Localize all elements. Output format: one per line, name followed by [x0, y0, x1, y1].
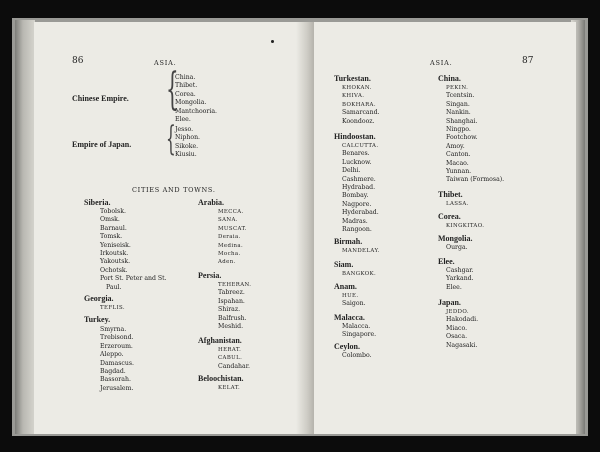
brace: {	[166, 64, 179, 115]
list-item: Footchow.	[446, 134, 478, 142]
list-item: Candahar.	[218, 362, 250, 370]
thibet-title: Thibet.	[438, 190, 463, 199]
malacca-title: Malacca.	[334, 313, 365, 322]
turkestan-list	[342, 84, 380, 126]
japan-empire-list	[175, 126, 200, 160]
list-item: Nagpore.	[342, 200, 372, 208]
list-item: JEDDO.	[446, 309, 469, 315]
anam-list	[342, 292, 366, 309]
japan-empire-title: Empire of Japan.	[72, 140, 132, 149]
japan-title: Japan.	[438, 298, 461, 307]
afghanistan-title: Afghanistan.	[198, 336, 242, 345]
list-item: HUE.	[342, 293, 359, 299]
china-title: China.	[438, 74, 461, 83]
list-item: Meshid.	[218, 323, 244, 331]
list-item: Erzeroum.	[100, 342, 133, 350]
list-item: MUSCAT.	[218, 225, 247, 232]
list-item: Macao.	[446, 159, 469, 167]
list-item: Singapore.	[342, 331, 377, 339]
list-item: Bassorah.	[100, 376, 131, 384]
list-item: Lucknow.	[342, 158, 372, 166]
list-item: MECCA.	[218, 209, 244, 215]
list-item: Thibet.	[175, 82, 198, 90]
left-page	[34, 22, 311, 434]
list-item: Yeniseisk.	[100, 241, 131, 249]
running-head: ASIA.	[430, 59, 453, 67]
list-item: China.	[175, 74, 196, 81]
list-item: Bombay.	[342, 192, 369, 200]
list-item: KINGKITAO.	[446, 223, 485, 229]
list-item: Niphon.	[175, 134, 201, 142]
turkestan-title: Turkestan.	[334, 74, 371, 83]
list-item: Malacca.	[342, 323, 371, 330]
list-item: Balfrush.	[218, 314, 247, 322]
brace: {	[166, 119, 176, 159]
list-item: Jesso.	[175, 126, 194, 133]
list-item: Yunnan.	[446, 168, 472, 176]
list-item: Koondooz.	[342, 117, 375, 125]
list-item: Paul.	[106, 283, 122, 291]
list-item: Elee.	[446, 283, 462, 291]
georgia-list	[100, 304, 125, 312]
anam-title: Anam.	[334, 282, 357, 291]
siberia-title: Siberia.	[84, 198, 111, 207]
chinese-empire-list	[175, 74, 217, 124]
list-item: Yakoutsk.	[100, 258, 131, 266]
list-item: Hakodadi.	[446, 316, 479, 324]
list-item: Ispahan.	[218, 297, 245, 305]
list-item: Amoy.	[446, 142, 465, 150]
mongolia-list	[446, 244, 468, 252]
siam-list	[342, 270, 376, 278]
running-head: ASIA.	[154, 59, 177, 67]
list-item: Nagasaki.	[446, 341, 478, 349]
corea-title: Corea.	[438, 212, 461, 221]
turkey-list	[100, 326, 134, 393]
list-item: Mocha.	[218, 251, 241, 258]
list-item: Tomsk.	[100, 233, 123, 241]
list-item: Corea.	[175, 90, 196, 98]
ceylon-list	[342, 352, 372, 360]
list-item: Osaca.	[446, 333, 468, 341]
list-item: Taiwan (Formosa).	[446, 176, 505, 184]
list-item: Kiusiu.	[175, 151, 197, 159]
birmah-title: Birmah.	[334, 237, 363, 246]
mongolia-title: Mongolia.	[438, 234, 473, 243]
list-item: Saigon.	[342, 300, 366, 308]
list-item: Bagdad.	[100, 368, 126, 376]
list-item: Aden.	[218, 259, 236, 266]
list-item: Cashmere.	[342, 175, 376, 183]
list-item: Aleppo.	[100, 351, 124, 359]
list-item: Tobolsk.	[100, 208, 126, 215]
list-item: Elee.	[175, 116, 191, 124]
list-item: KELAT.	[218, 385, 241, 391]
list-item: Tcentsin.	[446, 92, 475, 100]
list-item: Deraia.	[218, 234, 241, 241]
list-item: TEFLIS.	[100, 305, 125, 311]
page-mark	[271, 40, 274, 43]
list-item: Yarkand.	[446, 275, 474, 283]
list-item: Damascus.	[100, 359, 134, 367]
list-item: TEHERAN.	[218, 282, 252, 288]
thibet-list	[446, 200, 469, 208]
list-item: Barnaul.	[100, 224, 127, 232]
list-item: CALCUTTA.	[342, 143, 379, 149]
list-item: BANGKOK.	[342, 271, 377, 277]
list-item: Canton.	[446, 151, 471, 159]
elee-list	[446, 267, 474, 292]
hindoostan-list	[342, 142, 379, 234]
japan-list	[446, 308, 478, 350]
afghanistan-list	[218, 346, 250, 371]
list-item: Rangoon.	[342, 226, 372, 234]
list-item: Shiraz.	[218, 306, 241, 314]
list-item: Tabreez.	[218, 289, 245, 297]
chinese-empire-title: Chinese Empire.	[72, 94, 129, 103]
left-page-stack-edge	[15, 20, 35, 434]
ceylon-title: Ceylon.	[334, 342, 360, 351]
list-item: Medina.	[218, 242, 244, 249]
elee-title: Elee.	[438, 257, 455, 266]
arabia-title: Arabia.	[198, 198, 224, 207]
right-page	[314, 22, 576, 434]
list-item: SANA.	[218, 217, 238, 224]
list-item: Mongolia.	[175, 99, 207, 107]
persia-list	[218, 281, 251, 331]
open-book	[12, 18, 588, 436]
list-item: Delhi.	[342, 167, 361, 175]
list-item: Omsk.	[100, 216, 120, 224]
list-item: Benares.	[342, 150, 370, 158]
beloochistan-title: Beloochistan.	[198, 374, 244, 383]
list-item: Colombo.	[342, 352, 372, 359]
list-item: Sikoke.	[175, 142, 199, 150]
list-item: Cashgar.	[446, 267, 474, 274]
siam-title: Siam.	[334, 260, 354, 269]
beloochistan-list	[218, 384, 240, 392]
list-item: CABUL.	[218, 355, 243, 362]
hindoostan-title: Hindoostan.	[334, 132, 376, 141]
siberia-list	[100, 208, 167, 292]
list-item: Samarcand.	[342, 109, 380, 117]
list-item: Ochotsk.	[100, 266, 128, 274]
list-item: Trebisond.	[100, 334, 134, 342]
georgia-title: Georgia.	[84, 294, 114, 303]
list-item: Irkoutsk.	[100, 250, 129, 258]
page-number: 86	[72, 56, 84, 66]
persia-title: Persia.	[198, 271, 222, 280]
turkey-title: Turkey.	[84, 315, 111, 324]
arabia-list	[218, 208, 247, 267]
list-item: Port St. Peter and St.	[100, 275, 167, 283]
list-item: BOKHARA.	[342, 101, 376, 108]
list-item: Madras.	[342, 217, 368, 225]
list-item: KHIVA.	[342, 93, 365, 100]
list-item: PEKIN.	[446, 85, 469, 91]
list-item: Shanghai.	[446, 117, 478, 125]
list-item: Ningpo.	[446, 126, 471, 134]
list-item: Mantchooria.	[175, 107, 217, 115]
page-number: 87	[522, 56, 534, 66]
malacca-list	[342, 323, 376, 340]
china-list	[446, 84, 504, 185]
list-item: Hyderabad.	[342, 209, 379, 217]
list-item: Hydrabad.	[342, 184, 376, 192]
birmah-list	[342, 247, 380, 255]
list-item: KHOKAN.	[342, 85, 372, 91]
list-item: Ourga.	[446, 244, 468, 251]
section-title: CITIES AND TOWNS.	[132, 186, 216, 194]
list-item: Smyrna.	[100, 326, 127, 333]
list-item: Singan.	[446, 100, 470, 108]
list-item: Nankin.	[446, 109, 471, 117]
corea-list	[446, 222, 484, 230]
list-item: Miaco.	[446, 324, 468, 332]
list-item: LASSA.	[446, 201, 469, 207]
book-gutter	[296, 22, 314, 434]
list-item: Jerusalem.	[100, 384, 134, 392]
list-item: HERAT.	[218, 347, 242, 353]
list-item: MANDELAY.	[342, 248, 380, 254]
